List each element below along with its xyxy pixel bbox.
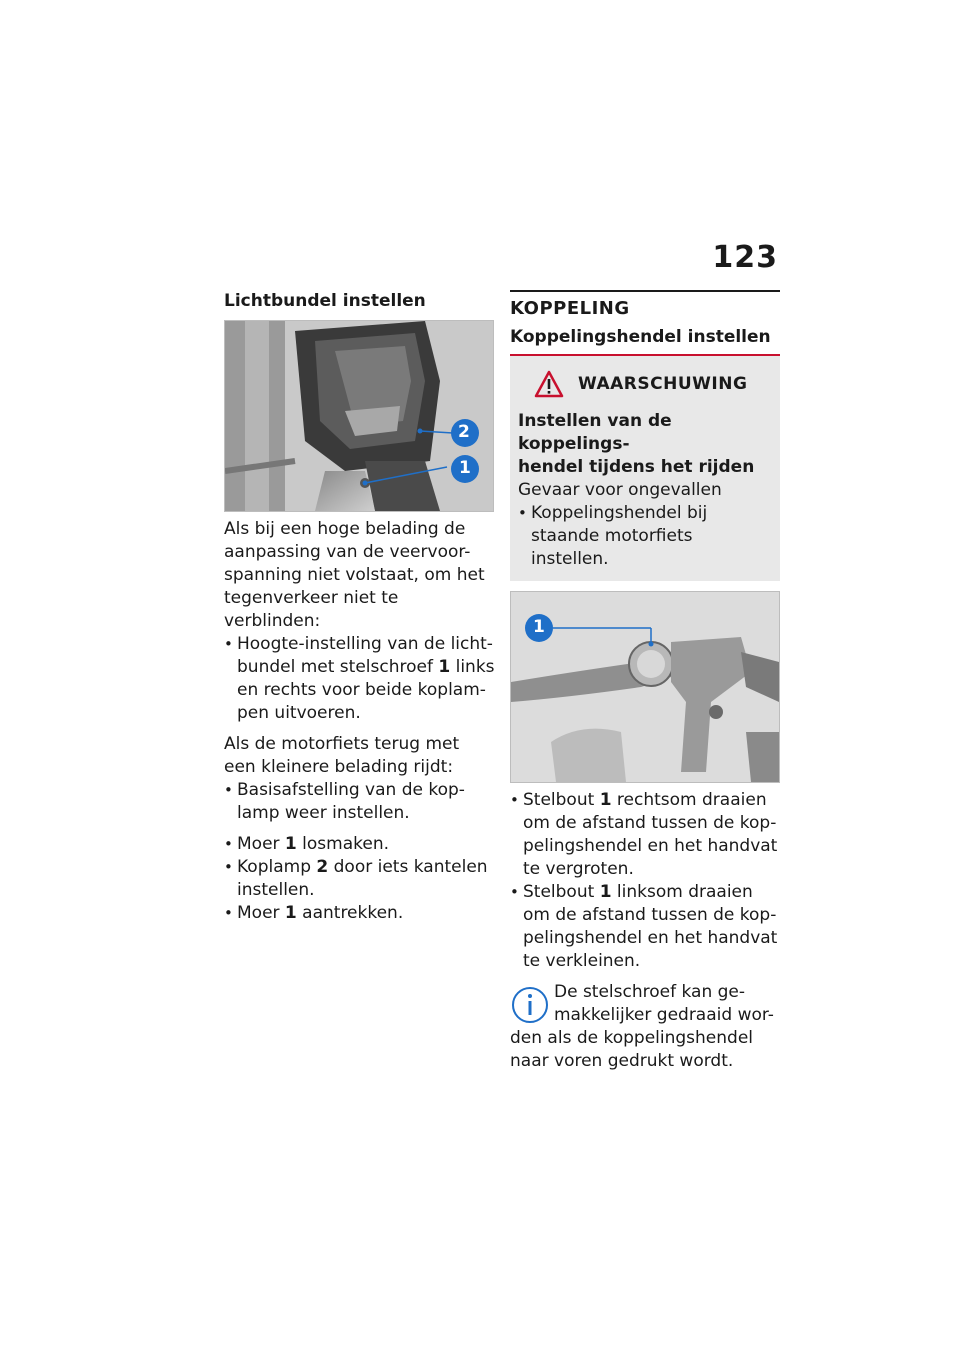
warning-box xyxy=(510,356,780,581)
list-item: • Stelbout 1 linksom draaien om de afstand tussen de kop- pelingshendel en het handvat te verkleinen. xyxy=(510,881,780,973)
headlight-figure xyxy=(224,320,494,512)
list-item: • Stelbout 1 rechtsom draaien om de afstand tussen de kop- pelingshendel en het handvat te vergroten. xyxy=(510,789,780,881)
warning-triangle-icon xyxy=(534,370,564,398)
headlight-heading: Lichtbundel instellen xyxy=(224,291,426,311)
note-box: De stelschroef kan ge- makkelijker gedraaid wor- den als de koppelingshendel naar voren gedrukt wordt. xyxy=(510,982,774,1071)
headlight-illustration xyxy=(225,321,493,511)
clutch-illustration xyxy=(511,592,779,782)
return-steps xyxy=(224,779,496,925)
warning-bullets xyxy=(518,502,772,571)
list-item: • Moer 1 losmaken. xyxy=(224,833,496,856)
clutch-heading: Koppelingshendel instellen xyxy=(510,327,780,356)
left-column xyxy=(224,290,496,925)
page-number: 123 xyxy=(712,240,778,275)
warning-label: WAARSCHUWING xyxy=(578,374,748,394)
warning-text: Gevaar voor ongevallen xyxy=(518,480,722,500)
headlight-steps xyxy=(224,633,496,725)
clutch-figure xyxy=(510,591,780,783)
info-icon xyxy=(510,985,550,1025)
right-column xyxy=(510,290,780,1073)
warning-header xyxy=(518,370,772,398)
list-item: • Moer 1 aantrekken. xyxy=(224,902,496,925)
list-item: • Hoogte-instelling van de licht- bundel met stelschroef 1 links en rechts voor beide koplam- pen uitvoeren. xyxy=(224,633,496,725)
callout-1-label: 1 xyxy=(459,458,471,478)
list-item: • Koppelingshendel bij staande motorfiets instellen. xyxy=(518,502,772,571)
intro-paragraph: Als bij een hoge belading de aanpassing van de veervoor- spanning niet volstaat, om het tegenverkeer niet te verblinden: xyxy=(224,519,485,631)
list-item: • Basisafstelling van de kop- lamp weer instellen. xyxy=(224,779,496,825)
list-item: • Koplamp 2 door iets kantelen instellen. xyxy=(224,856,496,902)
section-title: KOPPELING xyxy=(510,290,780,319)
clutch-callout-label: 1 xyxy=(533,617,545,637)
clutch-steps xyxy=(510,789,780,973)
warning-title: Instellen van de koppelings- hendel tijdens het rijden xyxy=(518,411,755,477)
return-paragraph: Als de motorfiets terug met een kleinere belading rijdt: xyxy=(224,734,460,777)
callout-2-label: 2 xyxy=(458,422,470,442)
